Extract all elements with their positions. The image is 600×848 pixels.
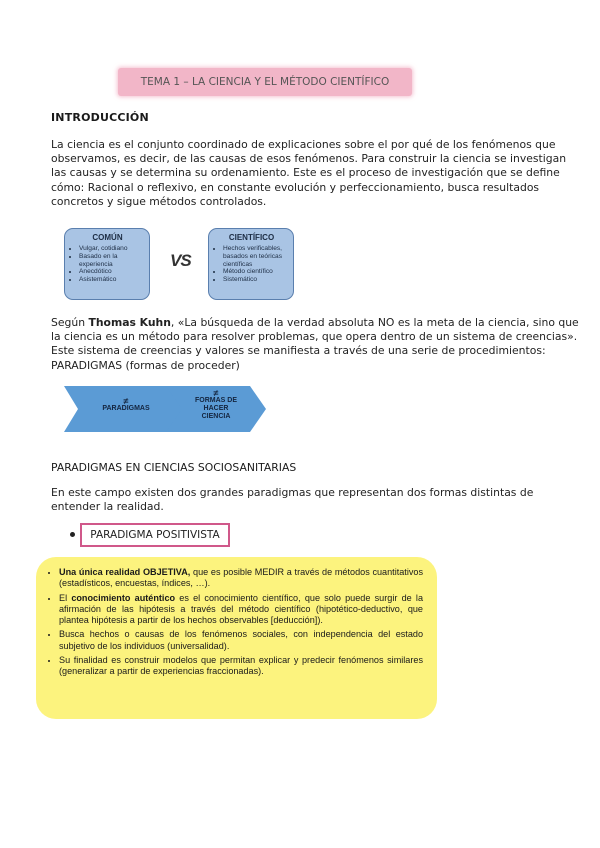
kuhn-prefix: Según (51, 316, 89, 329)
scientific-item: • Método científico (223, 268, 288, 276)
paradigm-chevron-diagram (64, 386, 274, 432)
scientific-knowledge-card (208, 228, 294, 300)
positivist-point (59, 593, 423, 627)
chevron-paradigmas-text (86, 397, 166, 413)
paradigms-paragraph: En este campo existen dos grandes paradigmas que representan dos formas distintas de entender la realidad. (51, 486, 534, 514)
positivist-point: • Su finalidad es construir modelos que permitan explicar y predecir fenómenos similares (generalizar a partir de experiencias fraccionadas). (59, 655, 423, 678)
intro-heading: INTRODUCCIÓN (51, 111, 149, 124)
point-text: El (59, 592, 72, 603)
positivist-point (59, 567, 423, 590)
point-bold: Una única realidad OBJETIVA, (59, 567, 191, 577)
positivist-summary-box (36, 557, 437, 719)
point-text: que es posible MEDIR a través de métodos cuantitativos (estadísticos, encuestas, índices, …). (59, 567, 424, 589)
neq-symbol: ≠ (123, 396, 129, 406)
scientific-item: • Sistemático (223, 276, 288, 284)
point-bold: conocimiento auténtico (71, 592, 176, 603)
common-item: • Asistemático (79, 276, 144, 284)
kuhn-name: Thomas Kuhn (88, 316, 171, 329)
chevron-paradigmas-label: PARADIGMAS (102, 405, 150, 412)
common-item: • Anecdótico (79, 268, 144, 276)
common-item: • Vulgar, cotidiano (79, 245, 144, 253)
positivist-paradigm-label (80, 523, 230, 547)
neq-symbol: ≠ (213, 388, 219, 398)
intro-paragraph: La ciencia es el conjunto coordinado de explicaciones sobre el por qué de los fenómenos que observamos, es decir, de las causas de esos fenómenos. Para construir la ciencia se investigan las causas y se determina su ordenamiento. Este es el proceso de investigación que se define cómo: Racional o reflexivo, en constante evolución y perfeccionamiento, busca resultados concretos y sigue métodos controlados. (51, 138, 567, 208)
paradigms-heading: PARADIGMAS EN CIENCIAS SOCIOSANITARIAS (51, 461, 297, 474)
scientific-card-title: CIENTÍFICO (228, 233, 275, 242)
scientific-item: • Hechos verificables, basados en teóricas científicas (223, 245, 288, 268)
chevron-formas-line: HACER (203, 405, 229, 412)
page-title-text: TEMA 1 – LA CIENCIA Y EL MÉTODO CIENTÍFICO (140, 76, 390, 88)
chevron-formas-text (182, 389, 250, 421)
page-title (118, 68, 412, 96)
positivist-point: • Busca hechos o causas de los fenómenos sociales, con independencia del estado subjetivo de los individuos (universalidad). (59, 629, 423, 652)
versus-label: VS (170, 251, 191, 270)
positivist-paradigm-text: PARADIGMA POSITIVISTA (90, 529, 220, 541)
common-item: • Basado en la experiencia (79, 253, 144, 269)
kuhn-paragraph (51, 316, 581, 373)
common-knowledge-card (64, 228, 150, 300)
point-text: es el conocimiento científico, que solo puede surgir de la afirmación de las hipótesis a través del método científico (hipotético-deductivo, que plantea hipótesis a partir de los hechos observables [deducción]). (59, 592, 423, 626)
kuhn-text: , «La búsqueda de la verdad absoluta NO es la meta de la ciencia, sino que la ciencia es un método para resolver problemas, que opera dentro de un sistema de creencias». Este sistema de creencias y valores se manifiesta a través de una serie de procedimientos: PARADIGMAS (formas de proceder) (51, 316, 579, 372)
chevron-formas-line: FORMAS DE (195, 397, 237, 404)
common-card-title: COMÚN (92, 233, 123, 242)
chevron-formas-line: CIENCIA (201, 413, 231, 420)
bullet-dot (70, 532, 75, 537)
